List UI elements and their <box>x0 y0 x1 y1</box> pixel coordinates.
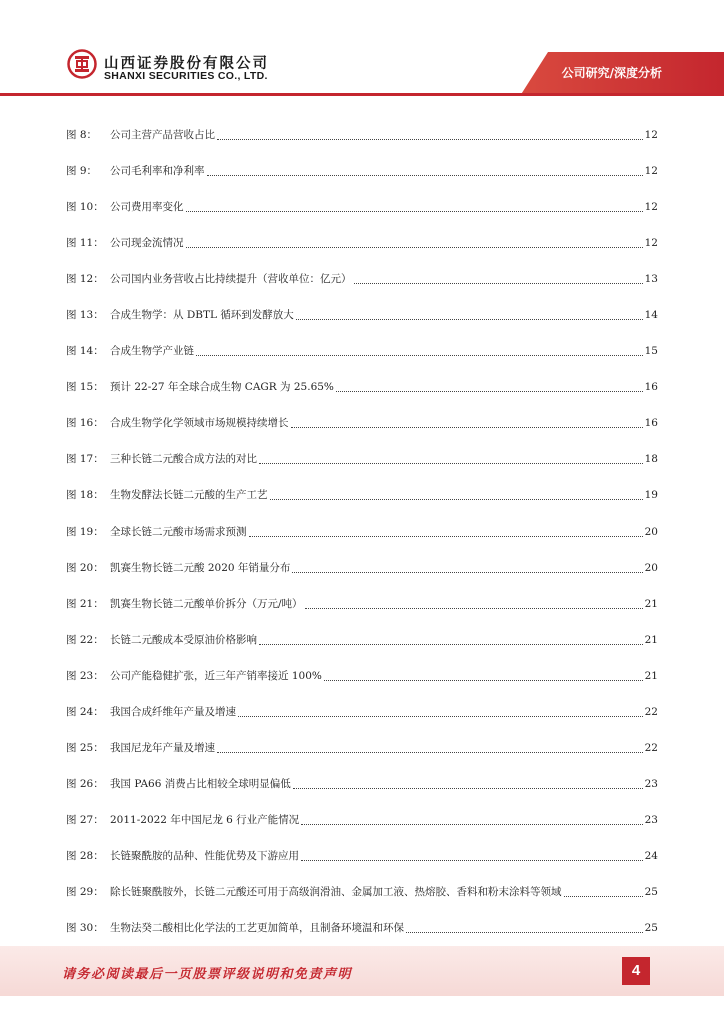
toc-figure-title: 凯赛生物长链二元酸单价拆分（万元/吨） <box>110 597 303 610</box>
toc-entry[interactable] <box>66 910 658 946</box>
company-name-en: SHANXI SECURITIES CO., LTD. <box>104 70 268 82</box>
toc-figure-number: 图 26： <box>66 777 104 790</box>
toc-page-number: 14 <box>644 309 658 322</box>
toc-figure-number: 图 17： <box>66 453 104 466</box>
figure-list <box>66 117 658 946</box>
toc-dot-leader <box>296 318 643 320</box>
toc-figure-number: 图 12： <box>66 273 104 286</box>
toc-figure-number: 图 18： <box>66 489 104 502</box>
toc-figure-number: 图 24： <box>66 705 104 718</box>
toc-dot-leader <box>207 174 643 176</box>
toc-page-number: 16 <box>644 381 658 394</box>
toc-figure-title: 2011-2022 年中国尼龙 6 行业产能情况 <box>110 813 300 826</box>
toc-page-number: 23 <box>644 813 658 826</box>
toc-entry[interactable] <box>66 441 658 477</box>
toc-figure-title: 长链二元酸成本受原油价格影响 <box>110 633 257 646</box>
toc-page-number: 22 <box>644 705 658 718</box>
toc-figure-number: 图 21： <box>66 597 104 610</box>
toc-entry[interactable] <box>66 802 658 838</box>
toc-figure-title: 合成生物学：从 DBTL 循环到发酵放大 <box>110 309 294 322</box>
toc-entry[interactable] <box>66 622 658 658</box>
toc-dot-leader <box>186 210 643 212</box>
toc-dot-leader <box>249 535 643 537</box>
toc-entry[interactable] <box>66 694 658 730</box>
toc-dot-leader <box>217 138 643 140</box>
toc-page-number: 20 <box>644 525 658 538</box>
toc-figure-title: 公司国内业务营收占比持续提升（营收单位：亿元） <box>110 273 352 286</box>
toc-dot-leader <box>301 859 643 861</box>
toc-page-number: 21 <box>644 633 658 646</box>
toc-entry[interactable] <box>66 333 658 369</box>
disclaimer-notice: 请务必阅读最后一页股票评级说明和免责声明 <box>62 967 353 982</box>
toc-dot-leader <box>196 354 643 356</box>
toc-page-number: 25 <box>644 886 658 898</box>
toc-page-number: 15 <box>644 345 658 358</box>
toc-entry[interactable] <box>66 550 658 586</box>
company-logo-icon <box>67 49 97 79</box>
toc-entry[interactable] <box>66 730 658 766</box>
toc-entry[interactable] <box>66 153 658 189</box>
toc-figure-number: 图 29： <box>66 886 104 898</box>
toc-dot-leader <box>217 751 643 753</box>
toc-figure-title: 公司现金流情况 <box>110 237 184 250</box>
toc-figure-title: 生物法癸二酸相比化学法的工艺更加简单，且制备环境温和环保 <box>110 922 404 935</box>
page-number: 4 <box>622 957 650 985</box>
toc-page-number: 24 <box>644 849 658 862</box>
toc-figure-number: 图 16： <box>66 417 104 430</box>
toc-dot-leader <box>270 498 643 500</box>
toc-figure-title: 我国合成纤维年产量及增速 <box>110 705 236 718</box>
toc-figure-number: 图 11： <box>66 237 104 250</box>
toc-dot-leader <box>186 246 643 248</box>
toc-dot-leader <box>564 895 643 897</box>
toc-page-number: 12 <box>644 165 658 178</box>
toc-entry[interactable] <box>66 658 658 694</box>
toc-page-number: 20 <box>644 561 658 574</box>
toc-page-number: 16 <box>644 417 658 430</box>
toc-figure-number: 图 10： <box>66 201 104 214</box>
toc-figure-title: 公司产能稳健扩张，近三年产销率接近 100% <box>110 669 322 682</box>
toc-entry[interactable] <box>66 874 658 910</box>
toc-entry[interactable] <box>66 514 658 550</box>
toc-figure-title: 长链聚酰胺的品种、性能优势及下游应用 <box>110 849 299 862</box>
toc-page-number: 12 <box>644 201 658 214</box>
toc-page-number: 12 <box>644 237 658 250</box>
toc-entry[interactable] <box>66 189 658 225</box>
toc-figure-number: 图 20： <box>66 561 104 574</box>
toc-figure-number: 图 15： <box>66 381 104 394</box>
toc-figure-number: 图 30： <box>66 922 104 935</box>
company-name-cn: 山西证券股份有限公司 <box>104 56 269 72</box>
toc-figure-title: 我国 PA66 消费占比相较全球明显偏低 <box>110 777 291 790</box>
toc-dot-leader <box>301 823 642 825</box>
toc-figure-title: 公司毛利率和净利率 <box>110 165 205 178</box>
toc-figure-number: 图 14： <box>66 345 104 358</box>
toc-page-number: 25 <box>644 922 658 935</box>
toc-figure-title: 凯赛生物长链二元酸 2020 年销量分布 <box>110 561 291 574</box>
toc-entry[interactable] <box>66 766 658 802</box>
toc-page-number: 12 <box>644 129 658 142</box>
toc-entry[interactable] <box>66 477 658 513</box>
section-title: 公司研究/深度分析 <box>561 66 662 80</box>
toc-dot-leader <box>354 282 643 284</box>
toc-figure-title: 合成生物学产业链 <box>110 345 194 358</box>
toc-figure-number: 图 27： <box>66 813 104 826</box>
toc-figure-title: 生物发酵法长链二元酸的生产工艺 <box>110 489 268 502</box>
toc-dot-leader <box>291 426 643 428</box>
toc-figure-number: 图 19： <box>66 525 104 538</box>
toc-entry[interactable] <box>66 297 658 333</box>
toc-dot-leader <box>238 715 643 717</box>
toc-dot-leader <box>324 679 643 681</box>
toc-page-number: 13 <box>644 273 658 286</box>
toc-dot-leader <box>293 787 643 789</box>
toc-figure-title: 公司费用率变化 <box>110 201 184 214</box>
toc-figure-title: 除长链聚酰胺外，长链二元酸还可用于高级润滑油、金属加工液、热熔胶、香料和粉末涂料等领域 <box>110 886 562 898</box>
toc-figure-title: 全球长链二元酸市场需求预测 <box>110 525 247 538</box>
toc-entry[interactable] <box>66 405 658 441</box>
toc-figure-number: 图 9： <box>66 165 98 178</box>
toc-page-number: 23 <box>644 777 658 790</box>
toc-entry[interactable] <box>66 586 658 622</box>
toc-entry[interactable] <box>66 369 658 405</box>
toc-page-number: 19 <box>644 489 658 502</box>
toc-page-number: 21 <box>644 597 658 610</box>
toc-page-number: 18 <box>644 453 658 466</box>
toc-entry[interactable] <box>66 225 658 261</box>
toc-figure-title: 我国尼龙年产量及增速 <box>110 741 215 754</box>
toc-dot-leader <box>259 643 643 645</box>
toc-figure-number: 图 23： <box>66 669 104 682</box>
page-header <box>0 0 724 96</box>
toc-page-number: 21 <box>644 669 658 682</box>
toc-figure-title: 三种长链二元酸合成方法的对比 <box>110 453 257 466</box>
toc-dot-leader <box>336 390 643 392</box>
toc-figure-number: 图 13： <box>66 309 104 322</box>
toc-figure-number: 图 8： <box>66 129 98 142</box>
toc-figure-number: 图 22： <box>66 633 104 646</box>
toc-dot-leader <box>305 607 643 609</box>
toc-dot-leader <box>406 931 643 933</box>
toc-entry[interactable] <box>66 261 658 297</box>
toc-dot-leader <box>292 571 642 573</box>
toc-figure-title: 预计 22-27 年全球合成生物 CAGR 为 25.65% <box>110 381 334 394</box>
toc-page-number: 22 <box>644 741 658 754</box>
toc-figure-number: 图 25： <box>66 741 104 754</box>
toc-figure-number: 图 28： <box>66 849 104 862</box>
toc-entry[interactable] <box>66 117 658 153</box>
toc-figure-title: 合成生物学化学领域市场规模持续增长 <box>110 417 289 430</box>
toc-dot-leader <box>259 462 643 464</box>
toc-figure-title: 公司主营产品营收占比 <box>110 129 215 142</box>
toc-entry[interactable] <box>66 838 658 874</box>
